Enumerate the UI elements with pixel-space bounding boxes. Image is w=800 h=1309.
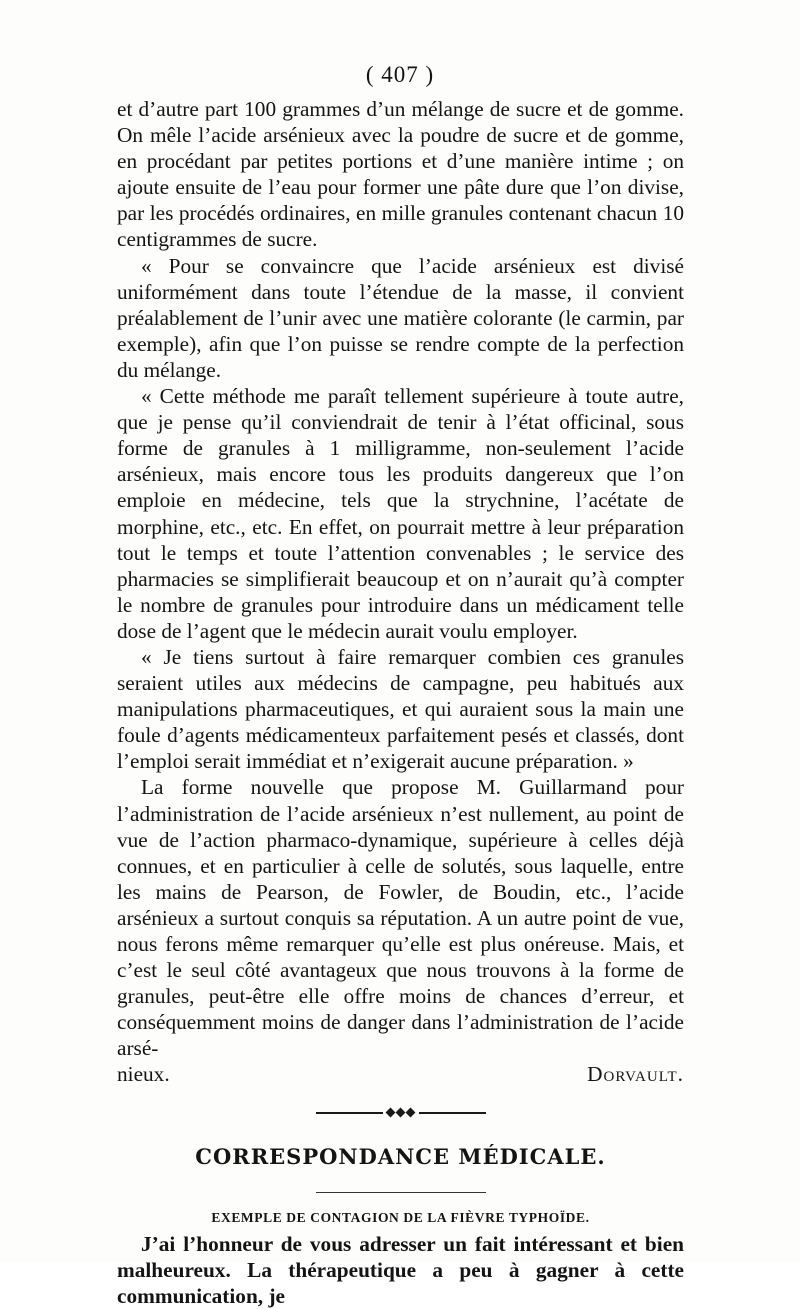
paragraph-quote-1: « Pour se convaincre que l’acide arsénieux est divisé uniformément dans toute l’étendue de la masse, il convient préalablement de l’unir avec une matière colorante (le carmin, par exemple), afin que l’on puisse se rendre compte de la perfection du mélange. — [117, 253, 684, 382]
divider-line-right — [419, 1112, 486, 1114]
section-divider — [316, 1192, 486, 1193]
paragraph-quote-3: « Je tiens surtout à faire remarquer combien ces granules seraient utiles aux médecins de campagne, peu habitués aux manipulations pharmaceutiques, et qui auraient sous la main une foule d’agents médicamenteux parfaitement pesés et classés, dont l’emploi serait immédiat et n’exigerait aucune préparation. » — [117, 644, 684, 774]
paragraph-continuation: et d’autre part 100 grammes d’un mélange de sucre et de gomme. On mêle l’acide arsénieux avec la poudre de sucre et de gomme, en procédant par petites portions et d’une manière intime ; on ajoute ensuite de l’eau pour former une pâte dure que l’on divise, par les procédés ordinaires, en mille granules contenant chacun 10 centigrammes de sucre. — [117, 97, 684, 252]
article-body — [117, 96, 684, 1309]
paragraph-quote-2: « Cette méthode me paraît tellement supérieure à toute autre, que je pense qu’il conviendrait de tenir à l’état officinal, sous forme de granules à 1 milligramme, non-seulement l’acide arsénieux, mais encore tous les produits dangereux que l’on emploie en médecine, tels que la strychnine, l’acétate de morphine, etc., etc. En effet, on pourrait mettre à leur préparation tout le temps et toute l’attention convenables ; le service des pharmacies se simplifierait beaucoup et on n’aurait qu’à compter le nombre de granules pour introduire dans un médicament telle dose de l’agent que le médecin aurait voulu employer. — [117, 384, 684, 643]
letter-opening-paragraph: J’ai l’honneur de vous adresser un fait intéressant et bien malheureux. La thérapeutique a peu à gagner à cette communication, je — [117, 1231, 684, 1308]
divider-ornament-icon — [383, 1108, 419, 1118]
page-number: ( 407 ) — [365, 62, 435, 87]
divider-line-left — [316, 1112, 383, 1114]
section-title: CORRESPONDANCE MÉDICALE. — [195, 1143, 606, 1169]
closing-word: nieux. — [117, 1062, 170, 1087]
closing-line — [117, 1061, 684, 1087]
paragraph-commentary: La forme nouvelle que propose M. Guillarmand pour l’administration de l’acide arsénieux n’est nullement, au point de vue de l’action pharmaco-dynamique, supérieure à celles déjà connues, et en particulier à celle de solutés, sous laquelle, entre les mains de Pearson, de Fowler, de Boudin, etc., l’acide arsénieux a surtout conquis sa réputation. A un autre point de vue, nous ferons même remarquer qu’elle est plus onéreuse. Mais, et c’est le seul côté avantageux que nous trouvons à la forme de granules, peut-être elle offre moins de chances d’erreur, et conséquemment moins de danger dans l’administration de l’acide arsé- — [117, 775, 684, 1061]
subsection-title: EXEMPLE DE CONTAGION DE LA FIÈVRE TYPHOÏDE. — [211, 1209, 590, 1225]
author-signature: Dorvault. — [587, 1062, 684, 1087]
ornamental-divider — [316, 1108, 486, 1118]
